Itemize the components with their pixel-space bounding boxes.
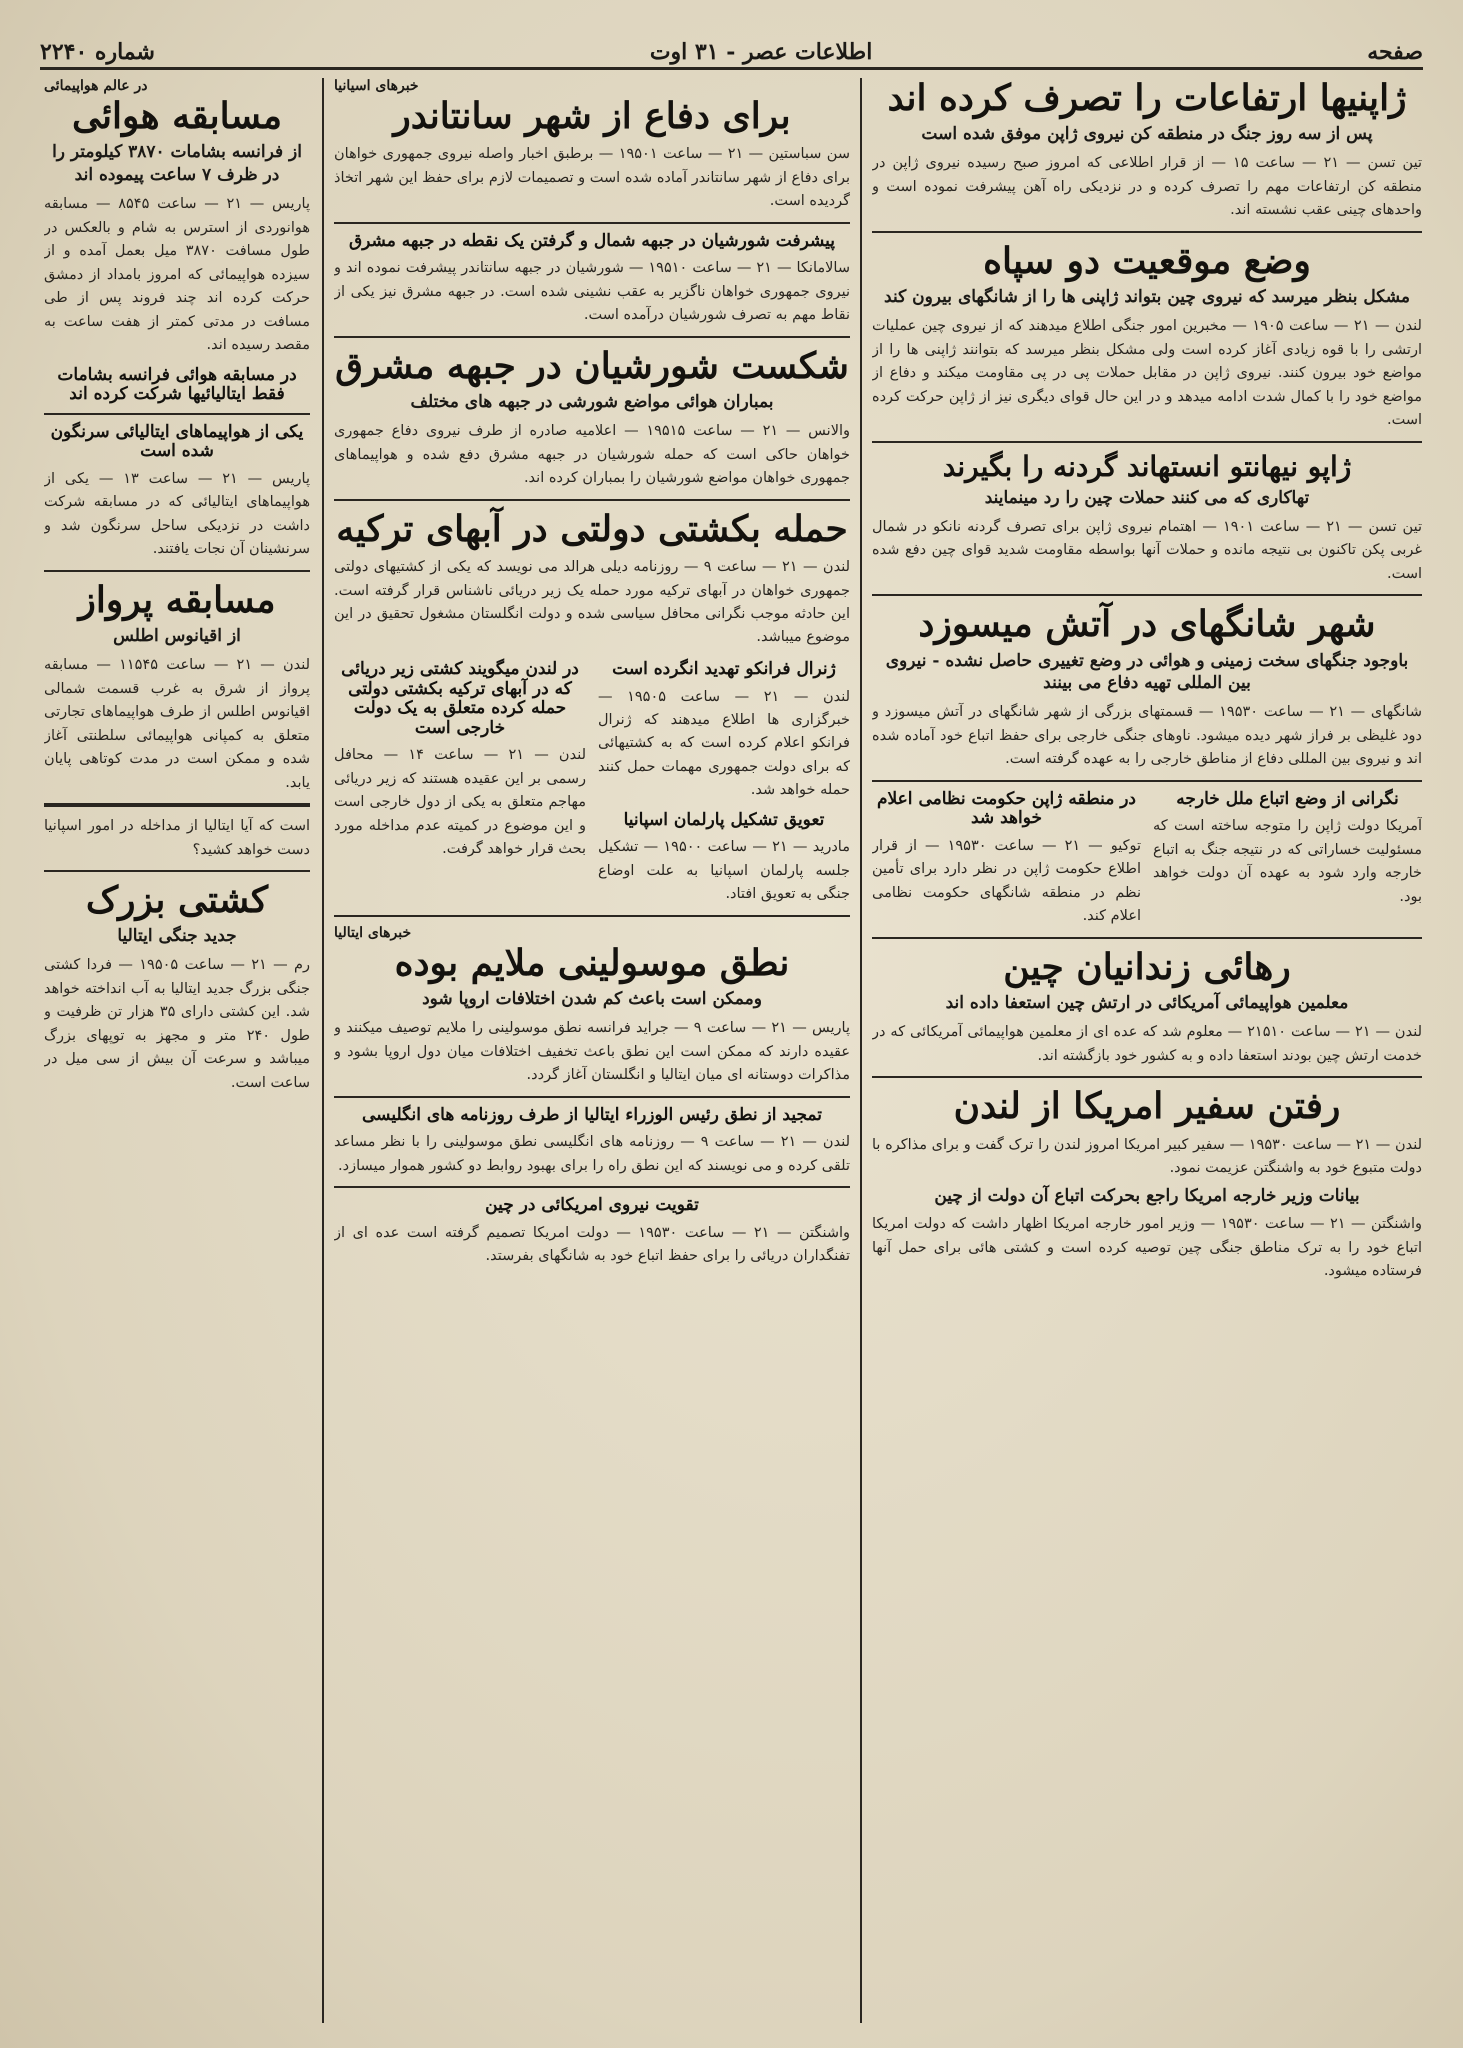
headline-foreign-nationals: نگرانی از وضع اتباع ملل خارجه <box>1176 788 1399 809</box>
article-rebel-defeat: والانس — ۲۱ — ساعت ۱۹۵۱۵ — اعلامیه صادره از طرف نیروی دفاع جمهوری خواهان حاکی است که حمله شورشیان در جبهه مشرق دفع شده و هواپیماهای جمهوری خواهان مواضع شورشیان را بمباران کرده اند. <box>334 423 850 487</box>
divider <box>334 336 850 338</box>
article-nankou-pass: تین تسن — ۲۱ — ساعت ۱۹۰۱ — اهتمام نیروی ژاپن برای تصرف گردنه نانکو در شمال غربی پکن تاکنون بی نتیجه مانده و حملات آنها بواسطه مقاومت شدید قوای چین دفع شده است. <box>872 518 1422 582</box>
article-submarine: لندن — ۲۱ — ساعت ۱۴ — محافل رسمی بر این عقیده هستند که زیر دریائی مهاجم متعلق به یکی از دول خارجی است و این موضوع در کمیته عدم مداخله مورد بحث قرار خواهد گرفت. <box>334 747 586 858</box>
divider <box>334 499 850 501</box>
divider <box>44 413 310 415</box>
divider <box>44 570 310 572</box>
divider <box>44 870 310 872</box>
article-two-armies: لندن — ۲۱ — ساعت ۱۹۰۵ — مخبرین امور جنگی اطلاع میدهند که از نیروی چین عملیات ارتشی را با قوه زیادی آغاز کرده است ولی مشکل بنظر میرسد که بتوانند ژاپنی ها را از مواضع خود بیرون کنند. نیروی ژاپن در مقابل حملات پی در پی مقاومت میکند و دفاع از مواضع خود را با کمال شدت ادامه میدهد و در این حال قوای دیگری نیز از ژاپن حرکت کرده است. <box>872 318 1422 429</box>
subhead-china-prisoners: معلمین هواپیمائی آمریکائی در ارتش چین استعفا داده اند <box>945 993 1349 1014</box>
article-us-forces: واشنگتن — ۲۱ — ساعت ۱۹۵۳۰ — دولت امریکا تصمیم گرفته است عده ای از تفنگداران دریائی را برای حفظ اتباع خود به شانگهای بفرستد. <box>334 1224 850 1265</box>
page-label: صفحه <box>1367 38 1423 65</box>
subhead-air-race: از فرانسه بشامات ۳۸۷۰ کیلومتر را در ظرف ۷ ساعت پیموده اند <box>52 142 302 186</box>
two-column-block <box>334 660 850 907</box>
article-rebel-advance: سالامانکا — ۲۱ — ساعت ۱۹۵۱۰ — شورشیان در جبهه سانتاندر پیشرفت نموده اند و نیروی جمهوری خواهان ناگزیر به عقب نشینی شده است. در جبهه مشرق نیز یکی از نقاط مهم به تصرف شورشیان درآمده است. <box>334 260 850 324</box>
note-italian-only: در مسابقه هوائی فرانسه بشامات فقط ایتالیائیها شرکت کرده اند <box>57 364 297 405</box>
divider <box>44 803 310 807</box>
divider <box>872 1076 1422 1078</box>
divider <box>334 915 850 917</box>
headline-air-race: مسابقه هوائی <box>71 95 283 137</box>
article-martial-law: توکیو — ۲۱ — ساعت ۱۹۵۳۰ — از قرار اطلاع حکومت ژاپن در نظر دارد برای تأمین نظم در منطقه شانگهای حکومت نظامی اعلام کند. <box>872 837 1142 925</box>
article-flight-race: لندن — ۲۱ — ساعت ۱۱۵۴۵ — مسابقه پرواز از شرق به غرب قسمت شمالی اقیانوس اطلس از طرف هواپیماهای تجارتی متعلق به کمپانی هواپیمائی سلطنتی آغاز شده و ممکن است در مدت کوتاهی پایان یابد. <box>44 657 310 791</box>
article-mussolini: پاریس — ۲۱ — ساعت ۹ — جراید فرانسه نطق موسولینی را ملایم توصیف میکنند و عقیده دارند که ممکن است این نطق باعث تخفیف اختلافات میان دول اروپا بشود و مذاکرات دوستانه ای میان ایتالیا و انگلستان آغاز گردد. <box>334 1020 850 1084</box>
divider <box>872 441 1422 443</box>
headline-santander: برای دفاع از شهر سانتاندر <box>393 95 791 137</box>
article-english-press: لندن — ۲۱ — ساعت ۹ — روزنامه های انگلیسی نطق موسولینی را با نظر مساعد تلقی کرده و می نویسند که این نطق راه را برای بهبود روابط دو کشور هموار میسازد. <box>334 1134 850 1174</box>
divider <box>334 1096 850 1098</box>
article-foreign-nationals: آمریکا دولت ژاپن را متوجه ساخته است که مسئولیت خساراتی که در نتیجه جنگ به اتباع خارجه وارد شود به عهده آن دولت خواهد بود. <box>1153 818 1422 905</box>
article-china-prisoners: لندن — ۲۱ — ساعت ۲۱۵۱۰ — معلوم شد که عده ای از معلمین هواپیمائی آمریکائی که در خدمت ارتش چین بودند استعفا داده و به کشور خود بازگشته اند. <box>872 1024 1422 1064</box>
subhead-nankou-pass: تهاکاری که می کنند حملات چین را رد مینمایند <box>984 487 1310 508</box>
headline-two-armies: وضع موقعیت دو سپاه <box>983 239 1311 282</box>
divider <box>334 222 850 224</box>
column-divider-right <box>860 78 862 2023</box>
kicker-aviation: در عالم هواپیمائی <box>44 78 148 94</box>
article-shanghai-burning: شانگهای — ۲۱ — ساعت ۱۹۵۳۰ — قسمتهای بزرگی از شهر شانگهای در آتش میسوزد و دود غلیظی بر فراز شهر دیده میشود. ناوهای جنگی خارجی برای حفظ اتباع خود آماده شده اند و نیروی بین المللی دفاع از مناطق خارجی را به عهده گرفته است. <box>872 704 1422 768</box>
headline-mussolini: نطق موسولینی ملایم بوده <box>394 941 790 984</box>
article-us-secretary: واشنگتن — ۲۱ — ساعت ۱۹۵۳۰ — وزیر امور خارجه امریکا اظهار داشت که دولت امریکا اتباع خود را به ترک مناطق جنگی چین توصیه کرده است و کشتی هائی برای حمل آنها فرستاده میشود. <box>872 1216 1422 1280</box>
subhead-flight-race: از اقیانوس اطلس <box>113 626 241 647</box>
divider <box>334 1186 850 1188</box>
article-italian-crash: پاریس — ۲۱ — ساعت ۱۳ — یکی از هواپیماهای ایتالیائی که در مسابقه شرکت داشت در نزدیکی ساحل سرنگون شد و سرنشینان آن نجات یافتند. <box>44 470 310 558</box>
page-header <box>40 36 1423 70</box>
headline-japanese-heights: ژاپنیها ارتفاعات را تصرف کرده اند <box>887 78 1407 119</box>
divider <box>872 231 1422 233</box>
left-column <box>44 78 310 2028</box>
headline-submarine: در لندن میگویند کشتی زیر دریائی که در آبهای ترکیه بکشتی دولتی حمله کرده متعلق به یک دولت خارجی است <box>341 658 579 738</box>
subhead-two-armies: مشکل بنظر میرسد که نیروی چین بتواند ژاپنی ها را از شانگهای بیرون کند <box>884 287 1410 308</box>
masthead: اطلاعات عصر - ۳۱ اوت <box>649 38 873 65</box>
headline-us-forces: تقویت نیروی امریکائی در چین <box>485 1195 699 1216</box>
question-italy-spain: است که آیا ایتالیا از مداخله در امور اسپانیا دست خواهد کشید؟ <box>44 818 310 858</box>
headline-franco-threat: ژنرال فرانکو تهدید انگرده است <box>612 658 836 679</box>
two-column-block <box>872 790 1422 929</box>
headline-us-ambassador: رفتن سفیر امریکا از لندن <box>953 1085 1341 1128</box>
right-column <box>872 78 1422 2028</box>
article-air-race: پاریس — ۲۱ — ساعت ۸۵۴۵ — مسابقه هوانوردی از استرس به شام و بالعکس در طول مسافت ۳۸۷۰ میل بعمل آمده و از سیزده هواپیمائی که امروز بامداد از دمشق حرکت کرده اند چند فروند پس از طی مسافت در مدتی کمتر از هفت ساعت به مقصد رسیده اند. <box>44 196 310 354</box>
article-japanese-heights: تین تسن — ۲۱ — ساعت ۱۵ — از قرار اطلاعی که امروز صبح رسیده نیروی ژاپن در منطقه کن ارتفاعات مهم را تصرف کرده و در نزدیکی راه آهن پیشرفت نموده است و واحدهای چینی عقب نشسته اند. <box>872 155 1422 219</box>
subhead-rebel-defeat: بمباران هوائی مواضع شورشی در جبهه های مختلف <box>410 392 774 413</box>
middle-column <box>334 78 850 2028</box>
subhead-us-secretary: بیانات وزیر خارجه امریکا راجع بحرکت اتباع آن دولت از چین <box>934 1185 1360 1206</box>
headline-turkey-waters: حمله بکشتی دولتی در آبهای ترکیه <box>336 507 848 550</box>
kicker-spain: خبرهای اسیانیا <box>334 78 419 94</box>
issue-number: شماره ۲۲۴۰ <box>40 38 155 65</box>
subhead-japanese-heights: پس از سه روز جنگ در منطقه کن نیروی ژاپن موفق شده است <box>921 124 1373 145</box>
article-franco-threat: لندن — ۲۱ — ساعت ۱۹۵۰۵ — خبرگزاری ها اطلاع میدهند که ژنرال فرانکو اعلام کرده است که به کشتیهائی که برای دولت جمهوری مهمات حمل کنند حمله خواهد شد. <box>598 688 850 799</box>
headline-big-ship: کشتی بزرک <box>85 878 269 921</box>
article-santander: سن سباستین — ۲۱ — ساعت ۱۹۵۰۱ — برطبق اخبار واصله نیروی جمهوری خواهان برای دفاع از شهر سانتاندر آماده شده است و تصمیمات لازم برای حفظ این شهر اتخاذ گردیده است. <box>334 146 850 210</box>
subhead-mussolini: وممکن است باعث کم شدن اختلافات اروپا شود <box>422 989 762 1010</box>
headline-martial-law: در منطقه ژاپن حکومت نظامی اعلام خواهد شد <box>876 788 1137 829</box>
divider <box>872 780 1422 782</box>
headline-italian-crash: یکی از هواپیماهای ایتالیائی سرنگون شده است <box>50 421 304 462</box>
kicker-italy: خبرهای ایتالیا <box>334 924 412 941</box>
subhead-shanghai-burning: باوجود جنگهای سخت زمینی و هوائی در وضع تغییری حاصل نشده - نیروی بین المللی تهیه دفاع می بینند <box>885 650 1409 694</box>
article-turkey-waters: لندن — ۲۱ — ساعت ۹ — روزنامه دیلی هرالد می نویسد که یکی از کشتیهای دولتی جمهوری خواهان در آبهای ترکیه مورد حمله یک زیر دریائی ناشناس قرار گرفته است. این حادثه موجب نگرانی محافل سیاسی شده و دولت انگلستان مشغول تحقیق در این موضوع میباشد. <box>334 559 850 646</box>
article-big-ship: رم — ۲۱ — ساعت ۱۹۵۰۵ — فردا کشتی جنگی بزرگ جدید ایتالیا به آب انداخته خواهد شد. این کشتی دارای ۳۵ هزار تن ظرفیت و طول ۲۴۰ متر و مجهز به توپهای بزرگ میباشد و سرعت آن بیش از سی میل در ساعت است. <box>44 957 310 1091</box>
headline-flight-race: مسابقه پرواز <box>78 578 276 621</box>
article-us-ambassador: لندن — ۲۱ — ساعت ۱۹۵۳۰ — سفیر کبیر امریکا امروز لندن را ترک گفت و برای مذاکره با دولت متبوع خود به واشنگتن عزیمت نمود. <box>872 1136 1422 1177</box>
article-parliament: مادرید — ۲۱ — ساعت ۱۹۵۰۰ — تشکیل جلسه پارلمان اسپانیا به علت اوضاع جنگی به تعویق افتاد. <box>598 839 850 903</box>
subhead-big-ship: جدید جنگی ایتالیا <box>117 926 237 947</box>
divider <box>872 594 1422 596</box>
headline-parliament: تعویق تشکیل پارلمان اسپانیا <box>623 809 825 830</box>
headline-nankou-pass: ژاپو نیهانتو انستهاند گردنه را بگیرند <box>942 449 1352 483</box>
headline-rebel-defeat: شکست شورشیان در جبهه مشرق <box>335 344 849 387</box>
headline-rebel-advance: پیشرفت شورشیان در جبهه شمال و گرفتن یک نقطه در جبهه مشرق <box>348 230 835 251</box>
headline-english-press: تمجید از نطق رئیس الوزراء ایتالیا از طرف روزنامه های انگلیسی <box>362 1104 822 1125</box>
headline-shanghai-burning: شهر شانگهای در آتش میسوزد <box>918 603 1376 646</box>
divider <box>872 937 1422 939</box>
column-divider-left <box>322 78 324 2023</box>
headline-china-prisoners: رهائی زندانیان چین <box>1003 945 1291 988</box>
